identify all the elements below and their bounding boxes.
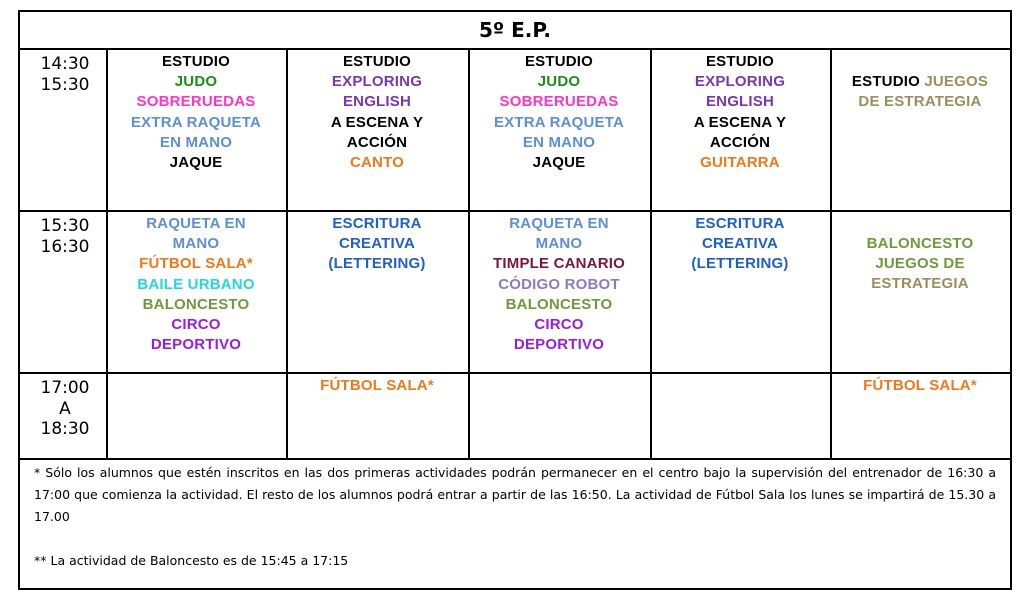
time-slot-3 xyxy=(26,378,104,440)
time-label: 15:30 xyxy=(40,216,90,236)
activity-label: JUDO xyxy=(537,73,581,91)
activity-cell xyxy=(290,376,464,396)
activity-label: CREATIVA xyxy=(338,235,416,253)
time-label: 15:30 xyxy=(40,74,90,95)
time-label: 17:00 xyxy=(40,378,90,398)
activity-label: A ESCENA Y xyxy=(693,113,787,131)
activity-label: MANO xyxy=(172,235,220,253)
activity-cell xyxy=(834,376,1006,396)
activity-label: DE ESTRATEGIA xyxy=(858,93,982,111)
activity-label: ACCIÓN xyxy=(709,133,771,151)
activity-label: ESTUDIO xyxy=(524,53,594,70)
activity-label: SOBRERUEDAS xyxy=(499,93,619,111)
activity-label: JUEGOS DE xyxy=(875,255,965,273)
activity-label: (LETTERING) xyxy=(691,255,789,273)
activity-label: JAQUE xyxy=(532,154,586,172)
activity-label: GUITARRA xyxy=(700,154,780,172)
activity-cell xyxy=(472,52,646,173)
activity-label: DEPORTIVO xyxy=(513,336,605,354)
activity-label: CÓDIGO ROBOT xyxy=(498,275,620,293)
activity-cell xyxy=(110,52,282,173)
activity-label: SOBRERUEDAS xyxy=(136,93,256,111)
activity-label: ENGLISH xyxy=(342,93,412,111)
grid-line xyxy=(20,48,1010,50)
activity-label: ESTUDIO xyxy=(851,73,920,90)
activity-label: RAQUETA EN xyxy=(509,215,609,232)
activity-label: BAILE URBANO xyxy=(137,275,255,293)
activity-label: FÚTBOL SALA* xyxy=(863,377,977,394)
activity-label: A ESCENA Y xyxy=(330,113,424,131)
activity-label: ESCRITURA xyxy=(332,215,422,232)
activity-cell xyxy=(110,214,282,355)
activity-label: ESTUDIO xyxy=(161,53,231,70)
activity-label: EXTRA RAQUETA xyxy=(493,113,625,131)
activity-cell xyxy=(654,52,826,173)
time-slot-2 xyxy=(26,216,104,257)
grid-line xyxy=(468,48,470,458)
activity-label: RAQUETA EN xyxy=(146,215,246,232)
activity-cell xyxy=(834,72,1006,112)
activity-label: ESTRATEGIA xyxy=(871,275,969,293)
activity-cell xyxy=(472,214,646,355)
time-label: A xyxy=(59,398,71,419)
footnotes xyxy=(34,462,996,572)
activity-label: TIMPLE CANARIO xyxy=(493,255,625,273)
activity-label: CIRCO xyxy=(534,316,584,334)
activity-label: ESCRITURA xyxy=(695,215,785,232)
activity-label: JAQUE xyxy=(169,154,223,172)
schedule-sheet xyxy=(18,10,1012,590)
activity-label: CIRCO xyxy=(171,316,221,334)
grid-line xyxy=(650,48,652,458)
activity-label: BALONCESTO xyxy=(866,235,974,252)
activity-cell xyxy=(834,234,1006,295)
schedule-title: 5º E.P. xyxy=(478,18,551,42)
grid-line xyxy=(20,458,1010,460)
activity-label: EXTRA RAQUETA xyxy=(130,113,262,131)
activity-label: MANO xyxy=(535,235,583,253)
activity-label: EXPLORING xyxy=(694,73,786,91)
activity-label: DEPORTIVO xyxy=(150,336,242,354)
time-label: 16:30 xyxy=(40,236,90,257)
time-slot-1 xyxy=(26,54,104,95)
activity-label: EXPLORING xyxy=(331,73,423,91)
activity-label: BALONCESTO xyxy=(505,295,613,313)
activity-label: EN MANO xyxy=(522,133,596,151)
activity-label: ESTUDIO xyxy=(705,53,775,70)
grid-line xyxy=(286,48,288,458)
activity-label: (LETTERING) xyxy=(328,255,426,273)
time-label: 18:30 xyxy=(40,419,90,439)
activity-label: FÚTBOL SALA* xyxy=(320,377,434,394)
activity-label: JUDO xyxy=(174,73,218,91)
grid-line xyxy=(830,48,832,458)
grid-line xyxy=(106,48,108,458)
activity-label: ESTUDIO xyxy=(342,53,412,70)
footnote-1: * Sólo los alumnos que estén inscritos en las dos primeras actividades podrán permanecer en el centro bajo la supervisión del entrenador de 16:30 a 17:00 que comienza la actividad. El resto de los alumnos podrá entrar a partir de las 16:50. La actividad de Fútbol Sala los lunes se impartirá de 15.30 a 17.00 xyxy=(34,465,996,524)
activity-cell xyxy=(654,214,826,275)
footnote-2: ** La actividad de Baloncesto es de 15:45 a 17:15 xyxy=(34,553,349,568)
activity-label: ACCIÓN xyxy=(346,133,408,151)
activity-label: EN MANO xyxy=(159,133,233,151)
activity-label: JUEGOS xyxy=(924,73,989,90)
activity-label: ENGLISH xyxy=(705,93,775,111)
activity-label: BALONCESTO xyxy=(142,295,250,313)
activity-cell xyxy=(290,214,464,275)
time-label: 14:30 xyxy=(40,54,90,74)
activity-cell xyxy=(290,52,464,173)
grid-line xyxy=(20,210,1010,212)
activity-label: CANTO xyxy=(349,154,405,172)
activity-label: FÚTBOL SALA* xyxy=(139,255,253,273)
grid-line xyxy=(20,372,1010,374)
activity-label: CREATIVA xyxy=(701,235,779,253)
